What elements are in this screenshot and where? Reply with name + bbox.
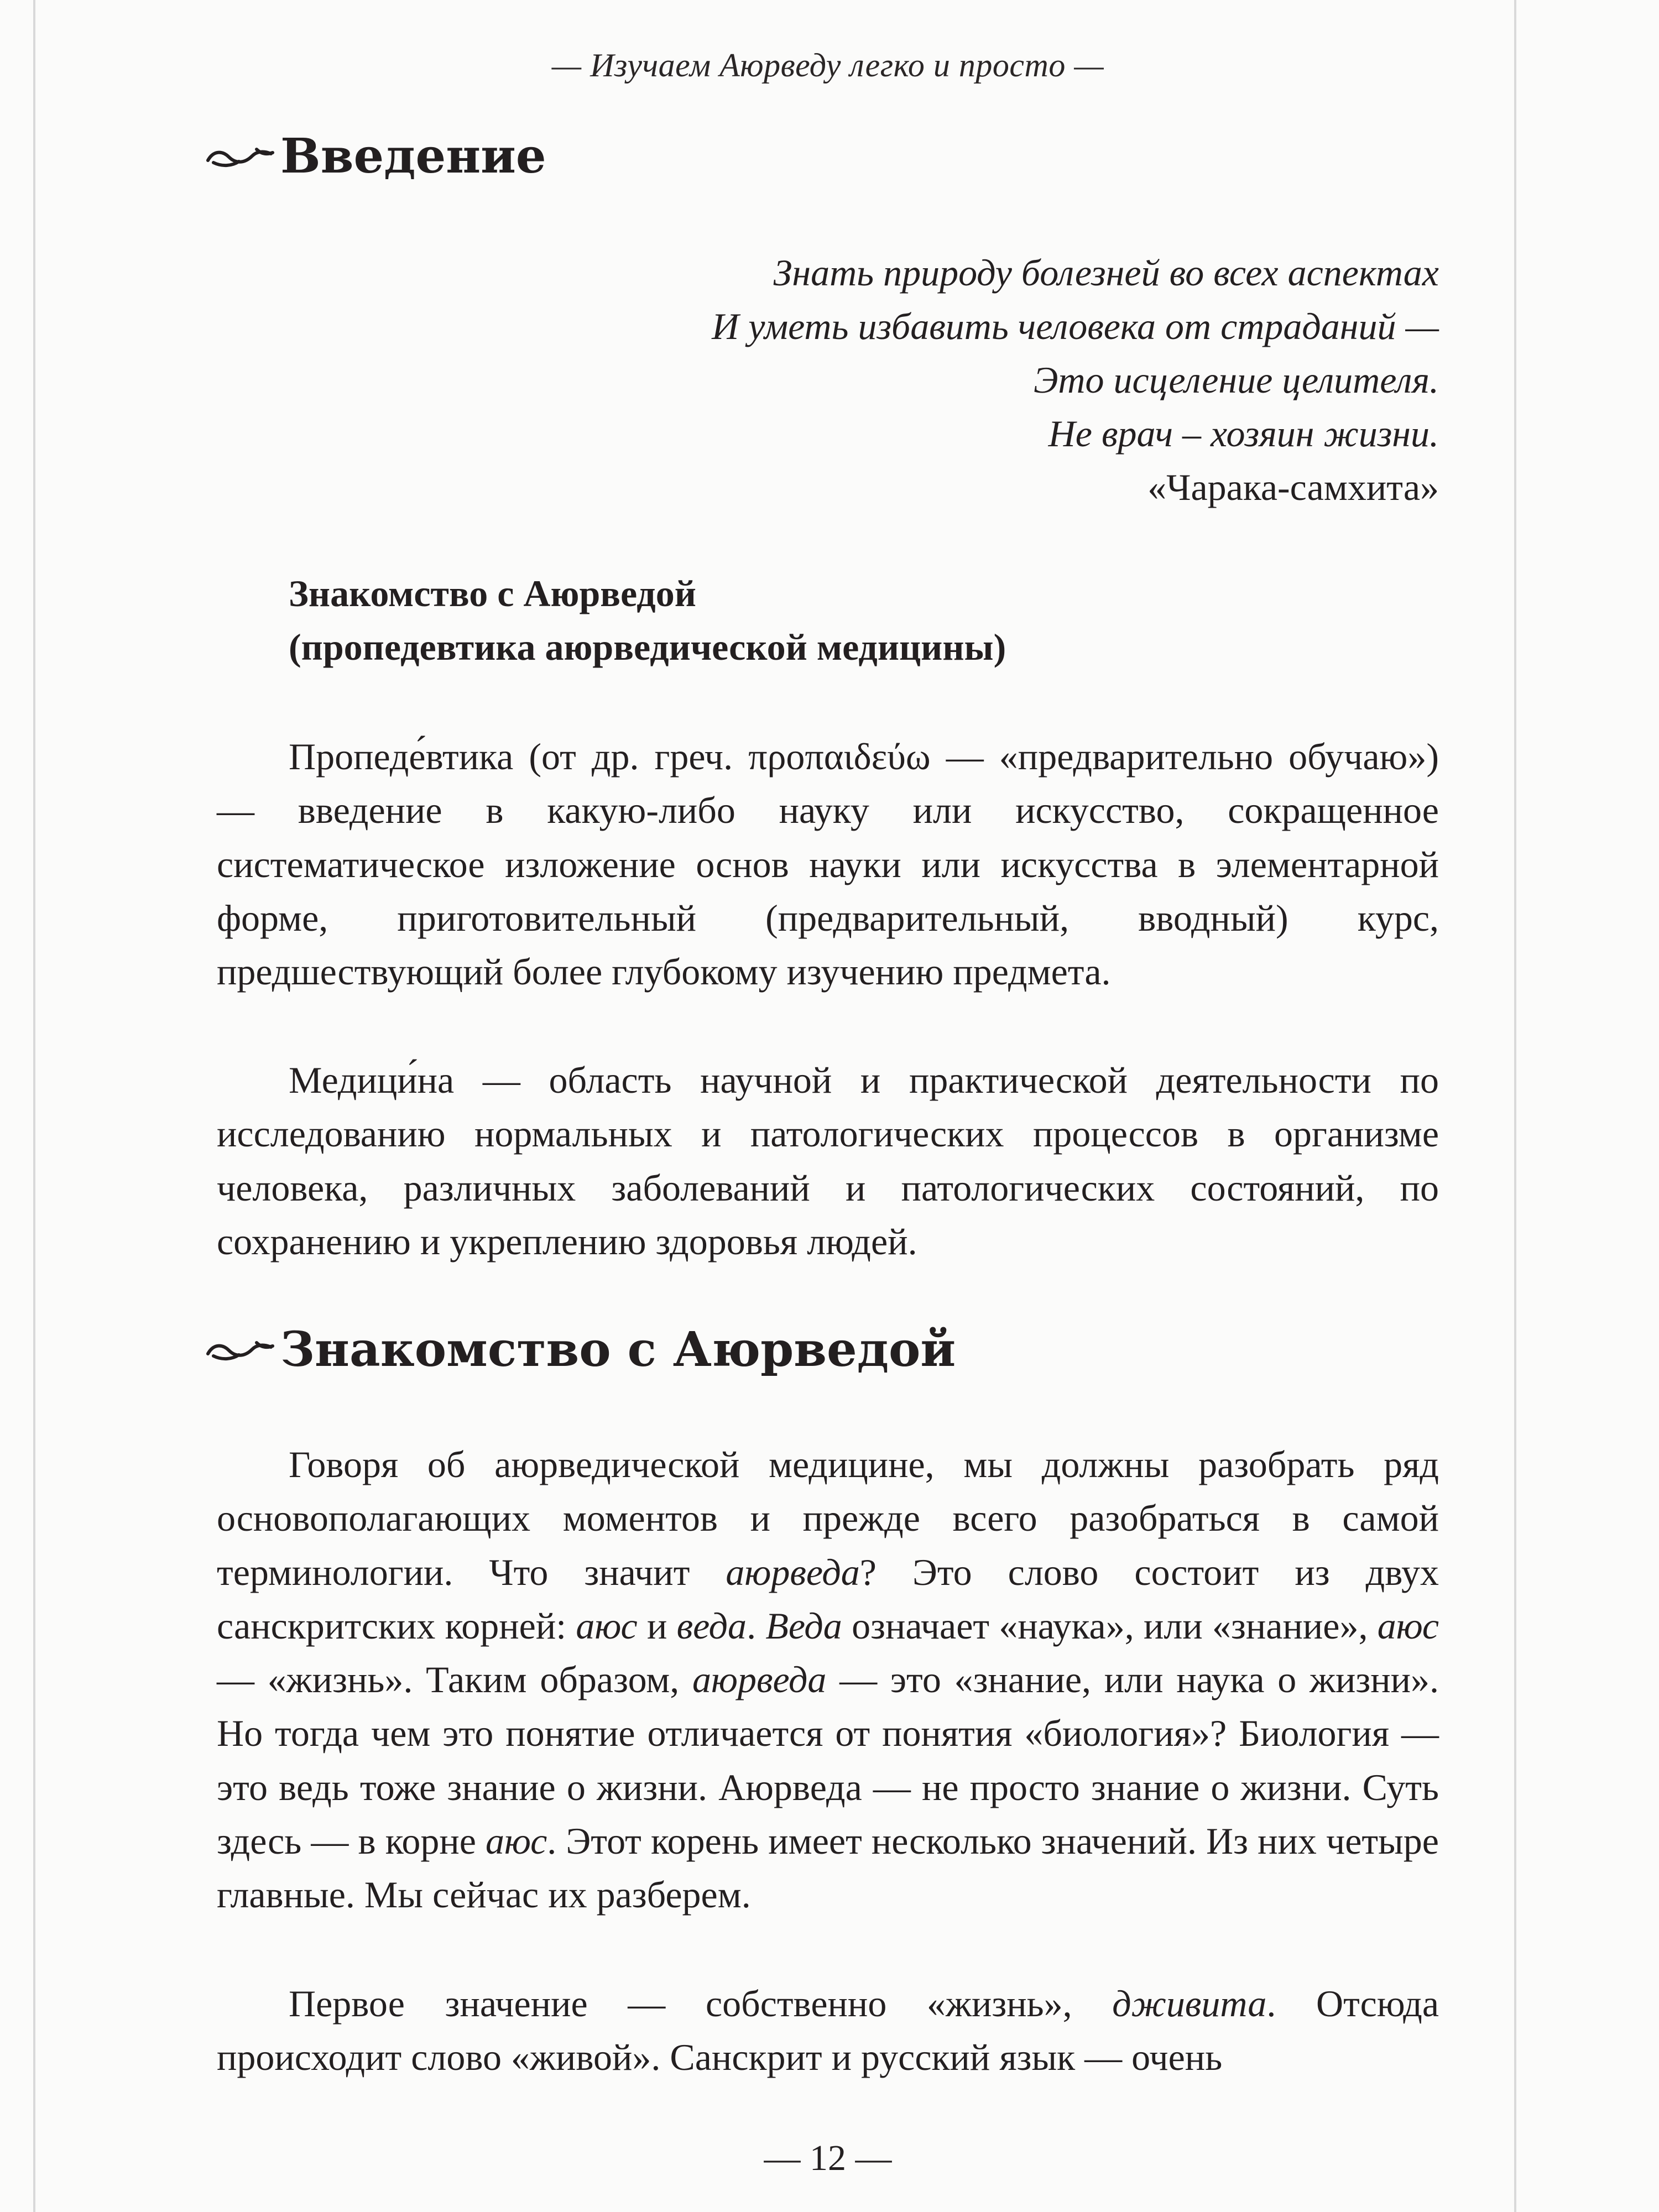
- epigraph: [217, 246, 1439, 514]
- section-title: Знакомство с Аюрведой: [280, 1322, 956, 1378]
- swirl-ornament-icon: [206, 143, 275, 170]
- paragraph-propaedeutics: Пропеде́втика (от др. греч. προπαιδεύω — «предварительно обучаю») — введение в какую-либо науку или искусство, сокращенное систематическое изложение основ науки или искусства в элементарной форме, приготовительный (предварительный, вводный) курс, предшествующий более глубокому изучению предмета.: [217, 735, 1439, 993]
- section-heading-introduction: [206, 128, 546, 184]
- epigraph-line: Не врач – хозяин жизни.: [1048, 413, 1439, 455]
- epigraph-line: И уметь избавить человека от страданий —: [712, 305, 1439, 347]
- paragraph-first-meaning: Первое значение — собственно «жизнь», дживита. Отсюда происходит слово «живой». Санскрит и русский язык — очень: [217, 1983, 1439, 2079]
- page-edge-left: [33, 0, 35, 2212]
- page-number: — 12 —: [764, 2138, 892, 2178]
- epigraph-line: Это исцеление целителя.: [1033, 359, 1439, 401]
- running-head: — Изучаем Аюрведу легко и просто —: [551, 47, 1104, 84]
- swirl-ornament-icon: [206, 1336, 275, 1364]
- epigraph-source: «Чарака-самхита»: [1147, 466, 1439, 508]
- subheading-line: (пропедевтика аюрведической медицины): [289, 626, 1006, 668]
- subheading: [289, 567, 1006, 674]
- paragraph-medicine: Медици́на — область научной и практической деятельности по исследованию нормальных и патологических процессов в организме человека, различных заболеваний и патологических состояний, по сохранению и укреплению здоровья людей.: [217, 1059, 1439, 1262]
- page-edge-right: [1514, 0, 1516, 2212]
- subheading-line: Знакомство с Аюрведой: [289, 572, 696, 614]
- paragraph-ayurveda-meaning: Говоря об аюрведической медицине, мы должны разобрать ряд основополагающих моментов и прежде всего разобраться в самой терминологии. Что значит аюрведа? Это слово состоит из двух санскритских корней: аюс и веда. Веда означает «наука», или «знание», аюс — «жизнь». Таким образом, аюрведа — это «знание, или наука о жизни». Но тогда чем это понятие отличается от понятия «биология»? Биология — это ведь тоже знание о жизни. Аюрведа — не просто знание о жизни. Суть здесь — в корне аюс. Этот корень имеет несколько значений. Из них четыре главные. Мы сейчас их разберем.: [217, 1443, 1439, 1916]
- section-title: Введение: [280, 128, 546, 184]
- epigraph-line: Знать природу болезней во всех аспектах: [773, 252, 1439, 294]
- section-heading-ayurveda: [206, 1322, 956, 1378]
